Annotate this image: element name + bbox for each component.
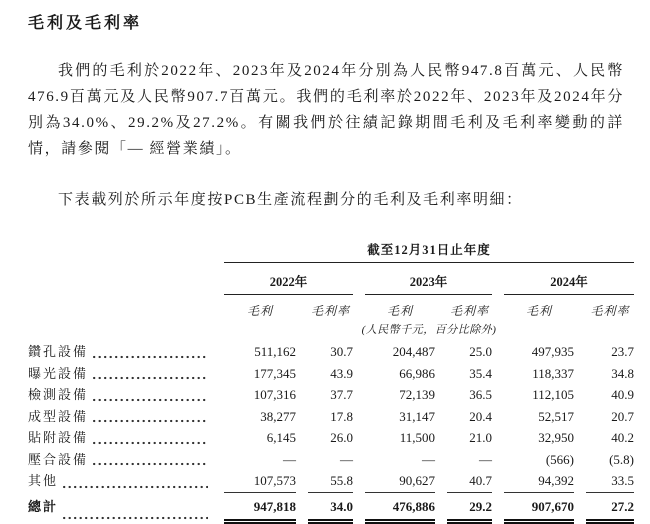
cell-value: 37.7 — [308, 384, 353, 406]
sub-header-margin: 毛利率 — [586, 295, 634, 319]
cell-value: 55.8 — [308, 470, 353, 493]
spacer-cell — [28, 240, 212, 263]
spacer-cell — [28, 319, 212, 337]
cell-value: 31,147 — [365, 406, 435, 428]
row-label: 總計 — [28, 496, 58, 518]
gross-profit-paragraph: 我們的毛利於2022年、2023年及2024年分別為人民幣947.8百萬元、人民幣476.9百萬元及人民幣907.7百萬元。我們的毛利率於2022年、2023年及2024年分別為34.0%、29.2%及27.2%。有關我們於往績記錄期間毛利及毛利率變動的詳情，請參閱「— 經營業績」。 — [28, 58, 624, 162]
year-header-2024: 2024年 — [504, 263, 634, 295]
cell-value: 20.7 — [586, 406, 634, 428]
cell-value: — — [447, 449, 492, 471]
table-row-label — [28, 470, 212, 493]
table-row-label — [28, 384, 212, 406]
cell-value: 204,487 — [365, 337, 435, 363]
table-row-label — [28, 363, 212, 385]
total-cell-value: 476,886 — [365, 493, 435, 524]
cell-value: 20.4 — [447, 406, 492, 428]
cell-value: 11,500 — [365, 427, 435, 449]
table-row-label — [28, 406, 212, 428]
cell-value: 36.5 — [447, 384, 492, 406]
dot-leader — [93, 355, 208, 359]
cell-value: 6,145 — [224, 427, 296, 449]
cell-value: 107,573 — [224, 470, 296, 493]
total-cell-value: 947,818 — [224, 493, 296, 524]
dot-leader — [93, 441, 208, 445]
cell-value: 25.0 — [447, 337, 492, 363]
cell-value: 107,316 — [224, 384, 296, 406]
cell-value: 26.0 — [308, 427, 353, 449]
period-header: 截至12月31日止年度 — [224, 240, 634, 263]
cell-value: 43.9 — [308, 363, 353, 385]
cell-value: 52,517 — [504, 406, 574, 428]
cell-value: 33.5 — [586, 470, 634, 493]
year-header-2023: 2023年 — [365, 263, 492, 295]
total-cell-value: 29.2 — [447, 493, 492, 524]
row-label: 貼附設備 — [28, 427, 88, 449]
table-intro: 下表載列於所示年度按PCB生產流程劃分的毛利及毛利率明細： — [28, 190, 624, 210]
cell-value: 32,950 — [504, 427, 574, 449]
total-cell-value: 27.2 — [586, 493, 634, 524]
sub-header-gross-profit: 毛利 — [504, 295, 574, 319]
spacer-cell — [28, 263, 212, 295]
row-label: 其他 — [28, 470, 58, 492]
cell-value: 17.8 — [308, 406, 353, 428]
cell-value: (5.8) — [586, 449, 634, 471]
unit-note: (人民幣千元，百分比除外) — [224, 319, 634, 337]
cell-value: — — [365, 449, 435, 471]
cell-value: (566) — [504, 449, 574, 471]
gross-profit-table — [28, 240, 634, 524]
sub-header-gross-profit: 毛利 — [224, 295, 296, 319]
cell-value: 40.9 — [586, 384, 634, 406]
cell-value: 66,986 — [365, 363, 435, 385]
table-row-label — [28, 427, 212, 449]
sub-header-gross-profit: 毛利 — [365, 295, 435, 319]
total-row-label — [28, 493, 212, 524]
document-page — [0, 14, 650, 508]
cell-value: 118,337 — [504, 363, 574, 385]
dot-leader — [63, 485, 208, 489]
page-title: 毛利及毛利率 — [28, 14, 650, 34]
dot-leader — [63, 516, 208, 520]
cell-value: 23.7 — [586, 337, 634, 363]
sub-header-margin: 毛利率 — [447, 295, 492, 319]
year-header-2022: 2022年 — [224, 263, 353, 295]
cell-value: 112,105 — [504, 384, 574, 406]
cell-value: 90,627 — [365, 470, 435, 493]
row-label: 壓合設備 — [28, 449, 88, 471]
cell-value: 177,345 — [224, 363, 296, 385]
cell-value: — — [224, 449, 296, 471]
cell-value: 94,392 — [504, 470, 574, 493]
cell-value: 511,162 — [224, 337, 296, 363]
row-label: 成型設備 — [28, 406, 88, 428]
cell-value: — — [308, 449, 353, 471]
spacer-cell — [28, 295, 212, 319]
row-label: 鑽孔設備 — [28, 341, 88, 363]
table-row-label — [28, 449, 212, 471]
cell-value: 30.7 — [308, 337, 353, 363]
cell-value: 40.2 — [586, 427, 634, 449]
dot-leader — [93, 419, 208, 423]
cell-value: 21.0 — [447, 427, 492, 449]
cell-value: 34.8 — [586, 363, 634, 385]
sub-header-margin: 毛利率 — [308, 295, 353, 319]
dot-leader — [93, 462, 208, 466]
cell-value: 38,277 — [224, 406, 296, 428]
dot-leader — [93, 376, 208, 380]
cell-value: 497,935 — [504, 337, 574, 363]
dot-leader — [93, 398, 208, 402]
row-label: 曝光設備 — [28, 363, 88, 385]
cell-value: 72,139 — [365, 384, 435, 406]
total-cell-value: 34.0 — [308, 493, 353, 524]
row-label: 檢測設備 — [28, 384, 88, 406]
total-cell-value: 907,670 — [504, 493, 574, 524]
cell-value: 35.4 — [447, 363, 492, 385]
table-row-label — [28, 337, 212, 363]
cell-value: 40.7 — [447, 470, 492, 493]
